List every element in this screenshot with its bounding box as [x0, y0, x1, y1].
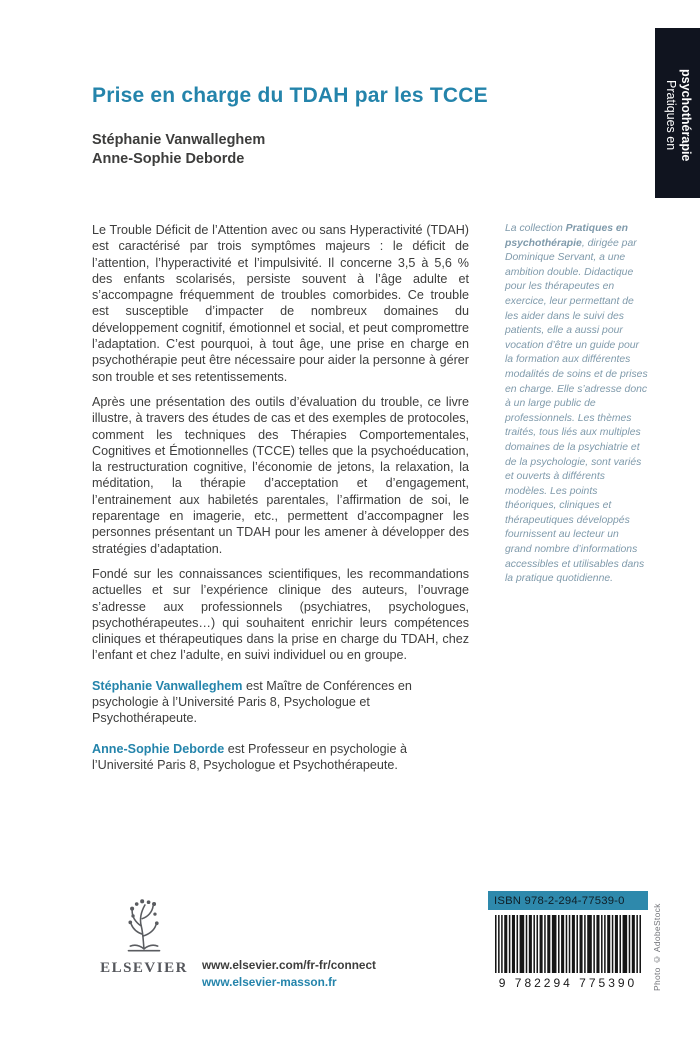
collection-tab-text	[655, 28, 700, 198]
bio-author-name: Stéphanie Vanwalleghem	[92, 678, 243, 693]
bio-text: est Professeur en psychologie à l’Université Paris 8, Psychologue et Psychothérapeute.	[92, 741, 407, 772]
collection-name-line1: Pratiques en	[664, 79, 678, 151]
collection-sidebar	[505, 222, 648, 773]
elsevier-logo	[98, 894, 190, 977]
main-text-column	[92, 222, 469, 773]
sidebar-text-pre: La collection	[505, 223, 566, 234]
body-paragraph: Le Trouble Déficit de l’Attention avec ou sans Hyperactivité (TDAH) est caractérisé par trois symptômes majeurs : le déficit de l’attention, l’hyperactivité et l’impulsivité. Il concerne 3,5 à 5,6 % des enfants scolarisés, persiste souvent à l’âge adulte et s’accompagne fréquemment de troubles comorbides. Ce trouble est susceptible d’impacter de nombreux domaines du développement cognitif, émotionnel et social, et peut compromettre l’adaptation. C’est pourquoi, à tout âge, une prise en charge en psychothérapie peut être nécessaire pour aider la personne à gérer son trouble et ses retentissements.	[92, 223, 469, 384]
book-title: Prise en charge du TDAH par les TCCE	[92, 84, 488, 107]
elsevier-wordmark: ELSEVIER	[100, 960, 188, 976]
bio-paragraph	[92, 741, 469, 774]
collection-tab	[655, 28, 700, 198]
body-paragraph: Fondé sur les connaissances scientifiques, les recommandations actuelles et sur l’expérience clinique des auteurs, l’ouvrage s’adresse aux professionnels (psychiatres, psychologues, psychothérapeutes…) qui souhaitent enrichir leurs compétences cliniques et thérapeutiques dans la prise en charge du TDAH, chez l’enfant et chez l’adulte, en suivi individuel ou en groupe.	[92, 566, 469, 663]
collection-name-line2: psychothérapie	[679, 68, 693, 162]
body-paragraph: Après une présentation des outils d’évaluation du trouble, ce livre illustre, à travers des études de cas et des exemples de protocoles, comment les techniques des Thérapies Comportementales, Cognitives et Émotionnelles (TCCE) telles que la psychoéducation, la restructuration cognitive, l’économie de jetons, la relaxation, la méditation, la thérapie d’acceptation et d’engagement, l’entrainement aux habiletés parentales, l’affirmation de soi, le reparentage en imagerie, etc., permettent d’accompagner les personnes présentant un TDAH pour les amener à développer des stratégies d’adaptation.	[92, 394, 469, 556]
ean-barcode	[488, 910, 648, 975]
elsevier-masson-link[interactable]: www.elsevier-masson.fr	[202, 975, 337, 989]
bio-author-name: Anne-Sophie Deborde	[92, 741, 225, 756]
photo-credit: Photo © AdobeStock	[652, 903, 662, 991]
elsevier-connect-link[interactable]: www.elsevier.com/fr-fr/connect	[202, 958, 376, 972]
author-name: Anne-Sophie Deborde	[92, 151, 245, 167]
author-name: Stéphanie Vanwalleghem	[92, 132, 266, 148]
bio-paragraph	[92, 678, 469, 727]
isbn-label: ISBN 978-2-294-77539-0	[488, 891, 648, 910]
sidebar-text-post: , dirigée par Dominique Servant, a une ambition double. Didactique pour les thérapeutes en exercice, leur permettant de les aider dans le suivi des patients, elle a aussi pour vocation d’être un guide pour la formation aux différentes modalités de soins et de prises en charge. Elle s’adresse donc à un large public de professionnels. Les thèmes traités, tous liés aux multiples domaines de la psychiatrie et de la psychologie, sont variés et ouverts à différents modèles. Les points théoriques, cliniques et thérapeutiques développés fournissent au lecteur un grand nombre d’informations accessibles et utilisables dans la pratique quotidienne.	[505, 237, 648, 585]
bio-text: est Maître de Conférences en psychologie à l’Université Paris 8, Psychologue et Psychothérapeute.	[92, 678, 412, 726]
publisher-links	[202, 957, 376, 991]
barcode-bars-icon	[495, 915, 641, 973]
barcode-number: 9 782294 775390	[488, 975, 648, 994]
elsevier-tree-icon	[107, 894, 181, 958]
content-columns	[92, 222, 648, 773]
isbn-block	[488, 891, 648, 994]
author-names	[92, 131, 265, 169]
sidebar-collection-name: Pratiques en psychothérapie	[505, 223, 629, 249]
sidebar-text	[505, 222, 648, 587]
